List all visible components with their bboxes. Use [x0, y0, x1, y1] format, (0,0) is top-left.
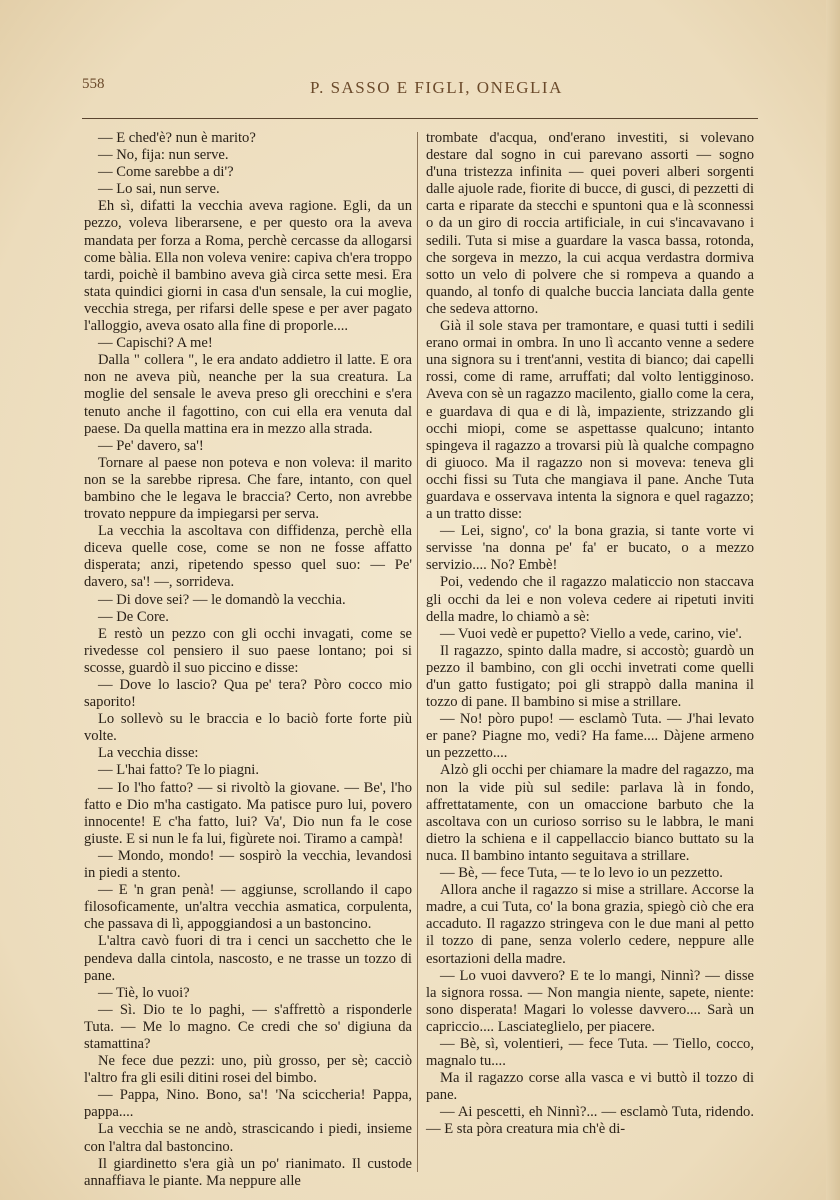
column-divider — [417, 132, 418, 1172]
paragraph: Lo sollevò su le braccia e lo baciò forte forte più volte. — [84, 711, 412, 745]
paragraph: — Dove lo lascio? Qua pe' tera? Pòro cocco mio saporito! — [84, 677, 412, 711]
paragraph: — Lo sai, nun serve. — [98, 181, 220, 198]
paragraph: — E 'n gran penà! — aggiunse, scrollando il capo filosoficamente, un'altra vecchia asmatica, corpulenta, che passava di lì, appoggiandosi a un bastoncino. — [84, 882, 412, 933]
page-edge — [826, 0, 840, 1200]
paragraph: L'altra cavò fuori di tra i cenci un sacchetto che le pendeva dalla cintola, nascosto, e ne trasse un tozzo di pane. — [84, 933, 412, 984]
paragraph: — Bè, sì, volentieri, — fece Tuta. — Tiello, cocco, magnalo tu.... — [426, 1035, 754, 1070]
paragraph: Eh sì, difatti la vecchia aveva ragione. Egli, da un pezzo, voleva liberarsene, e per questo ora la aveva mandata per forza a Roma, perchè cercasse da allogarsi come bàlia. Ella non voleva venire: capiva ch'era troppo tardi, poichè il bambino aveva già circa sette mesi. Era stata quindici giorni in casa d'un sensale, la cui moglie, vecchia strega, per rifarsi delle spese e per aver pagato l'alloggio, aveva osato alla fine di proporle.... — [84, 198, 413, 335]
paragraph: Il giardinetto s'era già un po' rianimato. Il custode annaffiava le piante. Ma neppure alle — [84, 1155, 412, 1189]
paragraph: Alzò gli occhi per chiamare la madre del ragazzo, ma non la vide più sul sedile: parlava là in fondo, affrettatamente, con un omaccione barbuto che la ascoltava con un curioso sorriso su le labbra, le mani dietro la schiena e il cappellaccio bianco buttato su la nuca. Il bambino intanto seguitava a strillare. — [426, 762, 754, 864]
right-column — [426, 130, 754, 1139]
paragraph: — Bè, — fece Tuta, — te lo levo io un pezzetto. — [440, 865, 723, 882]
paragraph: Dalla " collera ", le era andato addietro il latte. E ora non ne aveva più, neanche per la sua creatura. La moglie del sensale le aveva preso gli orecchini e s'era tenuto anche il fagottino, con cui ella era venuta dal paese. Da quella mattina era in mezzo alla strada. — [84, 352, 412, 437]
paragraph: Ne fece due pezzi: uno, più grosso, per sè; cacciò l'altro fra gli esili ditini rosei del bimbo. — [84, 1053, 412, 1087]
paragraph: — Ai pescetti, eh Ninnì?... — esclamò Tuta, ridendo. — E sta pòra creatura mia ch'è di- — [426, 1104, 754, 1138]
paragraph: La vecchia disse: — [98, 745, 199, 762]
paragraph: — Pappa, Nino. Bono, sa'! 'Na sciccheria! Pappa, pappa.... — [84, 1087, 412, 1121]
paragraph: — Pe' davero, sa'! — [98, 437, 204, 454]
paragraph: — L'hai fatto? Te lo piagni. — [98, 762, 260, 779]
paragraph: Poi, vedendo che il ragazzo malaticcio non staccava gli occhi da lei e non voleva cedere ai ripetuti inviti della madre, lo chiamò a sè: — [426, 574, 754, 625]
paragraph: — Lo vuoi davvero? E te lo mangi, Ninnì? — disse la signora rossa. — Non mangia niente, sapete, niente: sono disperata! Magari lo volesse davvero.... Sarà un capriccio.... Lasciateglielo, per piacere. — [426, 967, 754, 1035]
header-rule — [82, 118, 758, 119]
paragraph: Ma il ragazzo corse alla vasca e vi buttò il tozzo di pane. — [426, 1070, 754, 1104]
paragraph: — De Core. — [98, 608, 169, 625]
paragraph: — Vuoi vedè er pupetto? Viello a vede, carino, vie'. — [440, 625, 742, 642]
paragraph: La vecchia la ascoltava con diffidenza, perchè ella diceva quelle cose, come se non ne fosse affatto disperata; anzi, ripetendo spesso quel suo: — Pe' davero, sa'! —, sorrideva. — [84, 523, 412, 591]
page-number: 558 — [82, 76, 105, 92]
paragraph: La vecchia se ne andò, strascicando i piedi, insieme con l'altra dal bastoncino. — [84, 1121, 412, 1155]
paragraph: trombate d'acqua, ond'erano investiti, si volevano destare dal sogno in cui parevano assorti — sogno d'una tristezza infinita — quei poveri alberi sorgenti dalle ajuole rade, fiorite di bucce, di gusci, di pezzetti di carta e riparate da stecchi e spuntoni qua e là sconnessi o da un giro di roccia artificiale, in cui s'incavavano i sedili. Tuta si mise a guardare la vasca bassa, rotonda, che sorgeva in mezzo, la cui acqua verdastra dormiva sotto un velo di polvere che si rompeva a quando a quando, al tonfo di qualche buccia lanciata dalla gente che sedeva attorno. — [426, 130, 754, 317]
paragraph: — Sì. Dio te lo paghi, — s'affrettò a risponderle Tuta. — Me lo magno. Ce credi che so' digiuna da stamattina? — [84, 1001, 412, 1052]
paragraph: — Mondo, mondo! — sospirò la vecchia, levandosi in piedi a stento. — [84, 847, 412, 882]
paragraph: — Come sarebbe a di'? — [98, 164, 234, 181]
paragraph: — Di dove sei? — le domandò la vecchia. — [98, 591, 346, 608]
paragraph: — No! pòro pupo! — esclamò Tuta. — J'hai levato er pane? Piagne mo, vedi? Ha fame.... Dàjene armeno un pezzetto.... — [426, 711, 754, 762]
paragraph: — Tiè, lo vuoi? — [98, 984, 190, 1001]
paragraph: — Io l'ho fatto? — si rivoltò la giovane. — Be', l'ho fatto e Dio m'ha castigato. Ma patisce puro lui, povero innocente! E c'ha fatto, lui? Va', Dio nun fa le cose giuste. E si nun le fa lui, figùrete noi. Tiramo a campà! — [84, 779, 412, 847]
paragraph: Il ragazzo, spinto dalla madre, si accostò; guardò un pezzo il bambino, con gli occhi invetrati come quelli d'un gatto fustigato; poi gli strappò dalla manina il tozzo di pane. Il bambino si mise a strillare. — [426, 642, 754, 711]
paragraph: — Capischi? A me! — [98, 335, 213, 352]
running-head: P. SASSO E FIGLI, ONEGLIA — [310, 78, 563, 97]
left-column — [84, 130, 412, 1190]
paragraph: — Lei, signo', co' la bona grazia, si tante vorte vi servisse 'na donna pe' fa' er bucato, o a mezzo servizio.... No? Embè! — [426, 523, 754, 574]
paragraph: Già il sole stava per tramontare, e quasi tutti i sedili erano ormai in ombra. In uno lì accanto venne a sedere una signora su i trent'anni, vestita di bianco; dai capelli rossi, come di rame, arruffati; dal volto lentigginoso. Aveva con sè un ragazzo macilento, giallo come la cera, e guardava di qua e di là, impaziente, strizzando gli occhi miopi, come se aspettasse qualcuno; intanto spingeva il ragazzo a trovarsi più là qualche compagno di giuoco. Ma il ragazzo non si moveva: teneva gli occhi fissi su Tuta che mangiava il pane. Anche Tuta guardava e osservava intenta la signora e quel ragazzo; a un tratto disse: — [426, 318, 754, 523]
paragraph: — E ched'è? nun è marito? — [98, 130, 256, 146]
paragraph: Tornare al paese non poteva e non voleva: il marito non se la sarebbe ripresa. Che fare, intanto, con quel bambino che le legava le braccia? Certo, non avrebbe trovato neppure da impiegarsi per serva. — [84, 454, 412, 523]
paragraph: E restò un pezzo con gli occhi invagati, come se rivedesse col pensiero il suo paese lontano; poi si scosse, guardò il suo piccino e disse: — [84, 625, 412, 676]
paragraph: Allora anche il ragazzo si mise a strillare. Accorse la madre, a cui Tuta, co' la bona grazia, spiegò ciò che era accaduto. Il ragazzo stringeva con le due mani al petto il tozzo di pane, senza volerlo cedere, neppure alle esortazioni della madre. — [426, 882, 754, 967]
paragraph: — No, fija: nun serve. — [98, 147, 229, 164]
